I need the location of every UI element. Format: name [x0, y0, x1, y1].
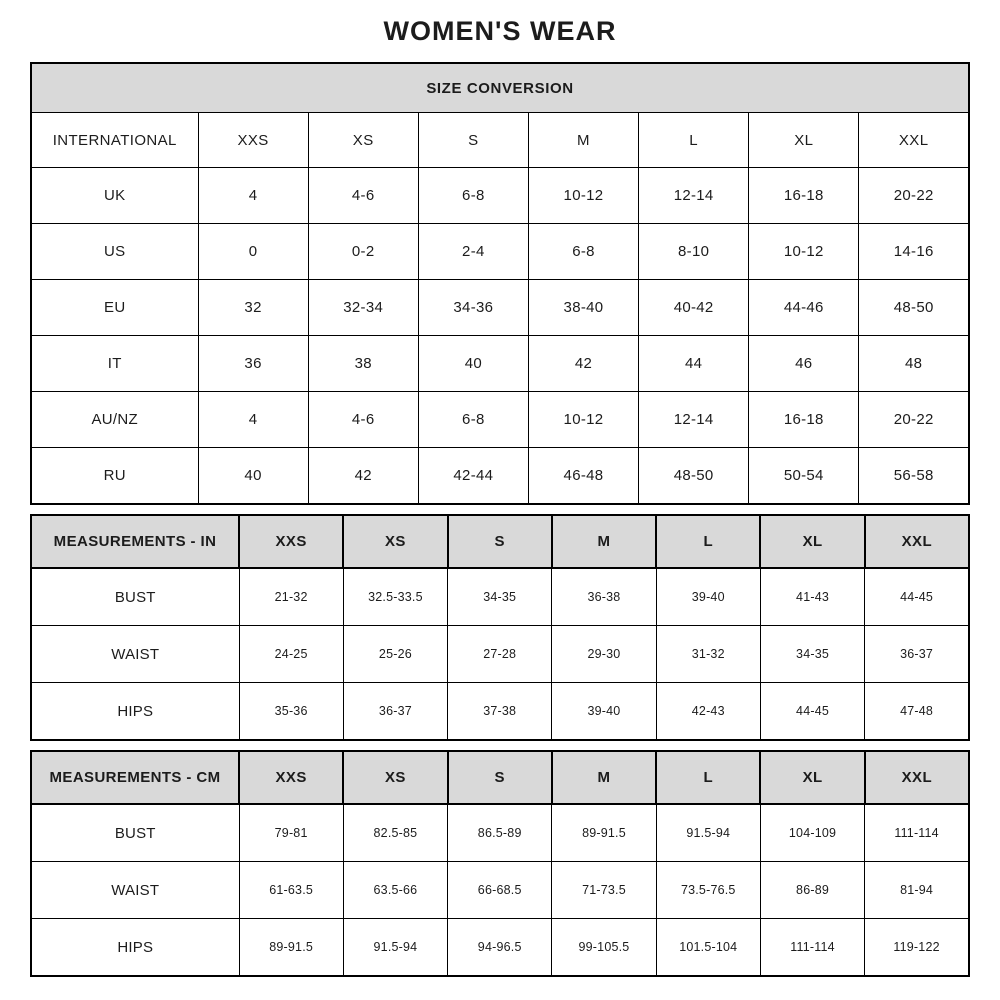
size-col-xs: XS	[343, 515, 447, 568]
value-cell: 91.5-94	[656, 804, 760, 862]
col-header-s: S	[418, 113, 528, 168]
value-cell: 36-37	[865, 626, 969, 683]
row-label-aunz: AU/NZ	[31, 392, 198, 448]
value-cell: 50-54	[749, 448, 859, 505]
size-col-xxl: XXL	[865, 751, 969, 804]
value-cell: 10-12	[749, 224, 859, 280]
value-cell: 6-8	[418, 392, 528, 448]
value-cell: 32.5-33.5	[343, 568, 447, 626]
value-cell: 25-26	[343, 626, 447, 683]
row-label-waist: WAIST	[31, 862, 239, 919]
value-cell: 20-22	[859, 168, 969, 224]
table-row-hips-in	[31, 683, 969, 741]
value-cell: 44	[639, 336, 749, 392]
value-cell: 101.5-104	[656, 919, 760, 977]
value-cell: 34-35	[760, 626, 864, 683]
size-conversion-header-row	[31, 113, 969, 168]
value-cell: 31-32	[656, 626, 760, 683]
row-label-it: IT	[31, 336, 198, 392]
value-cell: 111-114	[865, 804, 969, 862]
value-cell: 40-42	[639, 280, 749, 336]
value-cell: 46-48	[528, 448, 638, 505]
value-cell: 86-89	[760, 862, 864, 919]
row-label-ru: RU	[31, 448, 198, 505]
value-cell: 36-37	[343, 683, 447, 741]
value-cell: 48-50	[639, 448, 749, 505]
value-cell: 39-40	[656, 568, 760, 626]
value-cell: 42	[528, 336, 638, 392]
size-col-l: L	[656, 515, 760, 568]
page-title: WOMEN'S WEAR	[383, 16, 617, 46]
value-cell: 0-2	[308, 224, 418, 280]
col-header-xxs: XXS	[198, 113, 308, 168]
value-cell: 12-14	[639, 168, 749, 224]
row-label-bust: BUST	[31, 568, 239, 626]
table-row-eu	[31, 280, 969, 336]
measurements-cm-title: MEASUREMENTS - CM	[31, 751, 239, 804]
value-cell: 8-10	[639, 224, 749, 280]
table-row-us	[31, 224, 969, 280]
value-cell: 32	[198, 280, 308, 336]
value-cell: 73.5-76.5	[656, 862, 760, 919]
value-cell: 20-22	[859, 392, 969, 448]
value-cell: 94-96.5	[448, 919, 552, 977]
table-row-waist-cm	[31, 862, 969, 919]
col-header-international: INTERNATIONAL	[31, 113, 198, 168]
table-row-hips-cm	[31, 919, 969, 977]
value-cell: 4-6	[308, 168, 418, 224]
value-cell: 2-4	[418, 224, 528, 280]
col-header-xl: XL	[749, 113, 859, 168]
value-cell: 10-12	[528, 168, 638, 224]
value-cell: 29-30	[552, 626, 656, 683]
table-row-aunz	[31, 392, 969, 448]
value-cell: 34-36	[418, 280, 528, 336]
value-cell: 24-25	[239, 626, 343, 683]
table-row-it	[31, 336, 969, 392]
row-label-eu: EU	[31, 280, 198, 336]
value-cell: 36-38	[552, 568, 656, 626]
value-cell: 48-50	[859, 280, 969, 336]
value-cell: 61-63.5	[239, 862, 343, 919]
value-cell: 48	[859, 336, 969, 392]
size-col-xxl: XXL	[865, 515, 969, 568]
row-label-hips: HIPS	[31, 919, 239, 977]
value-cell: 35-36	[239, 683, 343, 741]
value-cell: 12-14	[639, 392, 749, 448]
size-col-s: S	[448, 751, 552, 804]
value-cell: 40	[418, 336, 528, 392]
value-cell: 36	[198, 336, 308, 392]
value-cell: 38	[308, 336, 418, 392]
value-cell: 6-8	[528, 224, 638, 280]
size-col-xxs: XXS	[239, 751, 343, 804]
value-cell: 16-18	[749, 392, 859, 448]
value-cell: 39-40	[552, 683, 656, 741]
value-cell: 82.5-85	[343, 804, 447, 862]
value-cell: 21-32	[239, 568, 343, 626]
value-cell: 4	[198, 392, 308, 448]
col-header-xs: XS	[308, 113, 418, 168]
table-row-bust-cm	[31, 804, 969, 862]
size-col-s: S	[448, 515, 552, 568]
value-cell: 91.5-94	[343, 919, 447, 977]
value-cell: 44-46	[749, 280, 859, 336]
value-cell: 86.5-89	[448, 804, 552, 862]
value-cell: 71-73.5	[552, 862, 656, 919]
value-cell: 56-58	[859, 448, 969, 505]
measurements-in-title: MEASUREMENTS - IN	[31, 515, 239, 568]
value-cell: 37-38	[448, 683, 552, 741]
size-col-l: L	[656, 751, 760, 804]
value-cell: 44-45	[865, 568, 969, 626]
table-row-bust-in	[31, 568, 969, 626]
col-header-xxl: XXL	[859, 113, 969, 168]
value-cell: 0	[198, 224, 308, 280]
size-col-xl: XL	[760, 751, 864, 804]
size-chart-page	[30, 0, 970, 977]
value-cell: 4-6	[308, 392, 418, 448]
value-cell: 16-18	[749, 168, 859, 224]
row-label-bust: BUST	[31, 804, 239, 862]
value-cell: 66-68.5	[448, 862, 552, 919]
value-cell: 47-48	[865, 683, 969, 741]
value-cell: 81-94	[865, 862, 969, 919]
value-cell: 46	[749, 336, 859, 392]
value-cell: 41-43	[760, 568, 864, 626]
value-cell: 99-105.5	[552, 919, 656, 977]
value-cell: 63.5-66	[343, 862, 447, 919]
size-col-m: M	[552, 751, 656, 804]
size-conversion-banner: SIZE CONVERSION	[31, 63, 969, 113]
col-header-m: M	[528, 113, 638, 168]
value-cell: 104-109	[760, 804, 864, 862]
size-col-xs: XS	[343, 751, 447, 804]
value-cell: 89-91.5	[239, 919, 343, 977]
table-row-waist-in	[31, 626, 969, 683]
size-conversion-banner-row	[31, 63, 969, 113]
value-cell: 44-45	[760, 683, 864, 741]
measurements-cm-header-row	[31, 751, 969, 804]
size-col-xxs: XXS	[239, 515, 343, 568]
row-label-hips: HIPS	[31, 683, 239, 741]
value-cell: 42-43	[656, 683, 760, 741]
value-cell: 111-114	[760, 919, 864, 977]
row-label-us: US	[31, 224, 198, 280]
size-col-xl: XL	[760, 515, 864, 568]
value-cell: 89-91.5	[552, 804, 656, 862]
value-cell: 6-8	[418, 168, 528, 224]
value-cell: 42-44	[418, 448, 528, 505]
value-cell: 40	[198, 448, 308, 505]
value-cell: 27-28	[448, 626, 552, 683]
value-cell: 4	[198, 168, 308, 224]
value-cell: 10-12	[528, 392, 638, 448]
value-cell: 34-35	[448, 568, 552, 626]
measurements-in-header-row	[31, 515, 969, 568]
value-cell: 42	[308, 448, 418, 505]
row-label-waist: WAIST	[31, 626, 239, 683]
measurements-cm-table	[30, 750, 970, 977]
measurements-in-table	[30, 514, 970, 741]
table-row-uk	[31, 168, 969, 224]
row-label-uk: UK	[31, 168, 198, 224]
value-cell: 38-40	[528, 280, 638, 336]
value-cell: 79-81	[239, 804, 343, 862]
col-header-l: L	[639, 113, 749, 168]
value-cell: 32-34	[308, 280, 418, 336]
table-row-ru	[31, 448, 969, 505]
value-cell: 14-16	[859, 224, 969, 280]
size-conversion-table	[30, 62, 970, 505]
size-col-m: M	[552, 515, 656, 568]
value-cell: 119-122	[865, 919, 969, 977]
